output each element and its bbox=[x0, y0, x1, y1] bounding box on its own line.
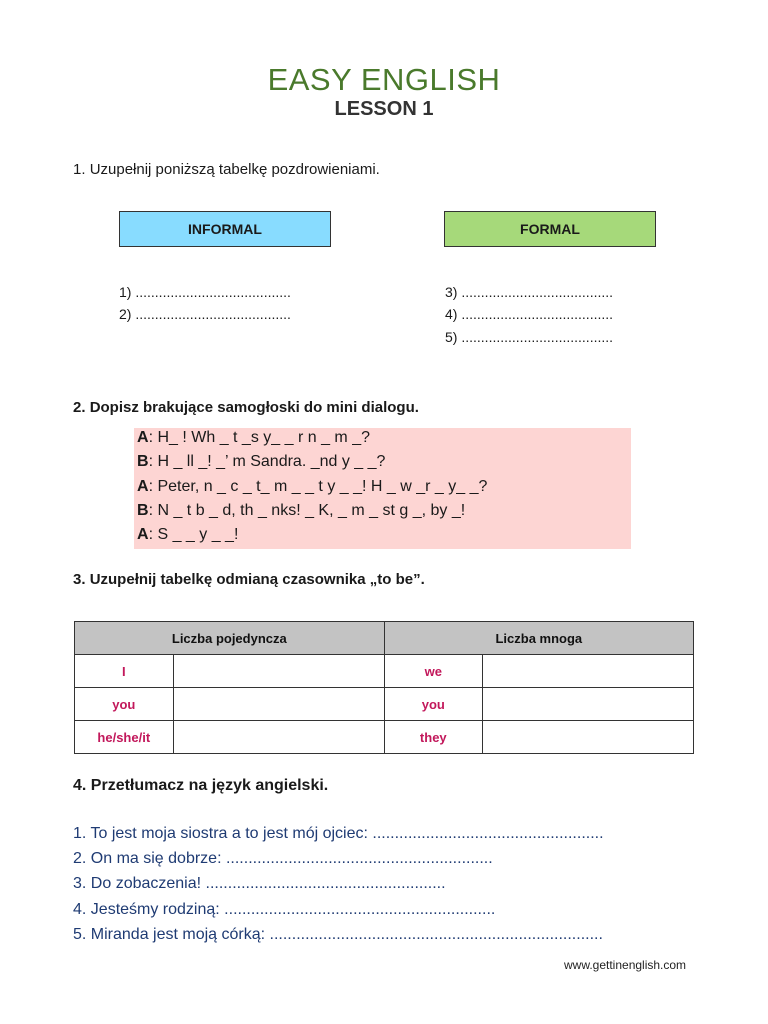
answer-cell[interactable] bbox=[173, 688, 384, 721]
formal-box: FORMAL bbox=[444, 211, 656, 247]
answer-cell[interactable] bbox=[482, 688, 693, 721]
table-row bbox=[75, 655, 694, 688]
translation-item-1[interactable]: 1. To jest moja siostra a to jest mój ojciec: .................................................... bbox=[73, 825, 604, 842]
formal-blank-5[interactable]: 5) ....................................... bbox=[445, 329, 614, 345]
dialog-line bbox=[137, 526, 238, 544]
pronoun-singular: he/she/it bbox=[75, 721, 174, 754]
informal-blank-1[interactable]: 1) ........................................ bbox=[119, 284, 291, 300]
dialog-speaker: B bbox=[137, 453, 149, 470]
task3-number: 3. bbox=[73, 571, 86, 588]
answer-cell[interactable] bbox=[482, 655, 693, 688]
dialog-speaker: A bbox=[137, 478, 149, 495]
dialog-box bbox=[134, 428, 631, 549]
informal-box: INFORMAL bbox=[119, 211, 331, 247]
dialog-text: : S _ _ y _ _! bbox=[148, 526, 239, 543]
dialog-speaker: A bbox=[137, 526, 149, 543]
to-be-table bbox=[74, 621, 694, 754]
informal-blank-2[interactable]: 2) ........................................ bbox=[119, 306, 291, 322]
task2-heading bbox=[73, 399, 419, 416]
task4-number: 4. bbox=[73, 777, 87, 794]
table-row bbox=[75, 721, 694, 754]
dialog-text: : N _ t b _ d, th _ nks! _ K, _ m _ st g _, by _! bbox=[148, 502, 466, 519]
dialog-line bbox=[137, 502, 465, 520]
dialog-line bbox=[137, 429, 370, 447]
task1-number: 1. bbox=[73, 161, 86, 178]
answer-cell[interactable] bbox=[173, 721, 384, 754]
worksheet-title: EASY ENGLISH bbox=[267, 62, 501, 97]
table-header-row bbox=[75, 622, 694, 655]
task1-heading bbox=[73, 161, 380, 178]
header-plural: Liczba mnoga bbox=[384, 622, 693, 655]
translation-item-4[interactable]: 4. Jesteśmy rodziną: ............................................................. bbox=[73, 901, 496, 918]
task4-heading bbox=[73, 777, 328, 795]
pronoun-singular: I bbox=[75, 655, 174, 688]
table-row bbox=[75, 688, 694, 721]
translation-item-2[interactable]: 2. On ma się dobrze: ............................................................ bbox=[73, 850, 493, 867]
dialog-text: : H _ ll _! _’ m Sandra. _nd y _ _? bbox=[148, 453, 386, 470]
pronoun-plural: you bbox=[384, 688, 482, 721]
task1-instruction: Uzupełnij poniższą tabelkę pozdrowieniami. bbox=[89, 161, 380, 178]
lesson-subtitle: LESSON 1 bbox=[334, 98, 434, 120]
dialog-line bbox=[137, 478, 487, 496]
header-singular: Liczba pojedyncza bbox=[75, 622, 385, 655]
answer-cell[interactable] bbox=[173, 655, 384, 688]
task2-number: 2. bbox=[73, 399, 86, 416]
dialog-text: : Peter, n _ c _ t_ m _ _ t y _ _! H _ w _r _ y_ _? bbox=[148, 478, 488, 495]
dialog-speaker: A bbox=[137, 429, 149, 446]
task3-instruction: Uzupełnij tabelkę odmianą czasownika „to be”. bbox=[89, 571, 425, 588]
footer-url: www.gettinenglish.com bbox=[564, 958, 687, 972]
dialog-line bbox=[137, 453, 385, 471]
answer-cell[interactable] bbox=[482, 721, 693, 754]
translation-item-3[interactable]: 3. Do zobaczenia! ...................................................... bbox=[73, 875, 446, 892]
pronoun-plural: they bbox=[384, 721, 482, 754]
dialog-text: : H_ ! Wh _ t _s y_ _ r n _ m _? bbox=[148, 429, 370, 446]
formal-blank-4[interactable]: 4) ....................................... bbox=[445, 306, 614, 322]
translation-item-5[interactable]: 5. Miranda jest moją córką: ........................................................................... bbox=[73, 926, 603, 943]
pronoun-singular: you bbox=[75, 688, 174, 721]
formal-blank-3[interactable]: 3) ....................................... bbox=[445, 284, 614, 300]
task3-heading bbox=[73, 571, 425, 588]
task4-instruction: Przetłumacz na język angielski. bbox=[90, 777, 329, 794]
dialog-speaker: B bbox=[137, 502, 149, 519]
pronoun-plural: we bbox=[384, 655, 482, 688]
task2-instruction: Dopisz brakujące samogłoski do mini dialogu. bbox=[89, 399, 419, 416]
